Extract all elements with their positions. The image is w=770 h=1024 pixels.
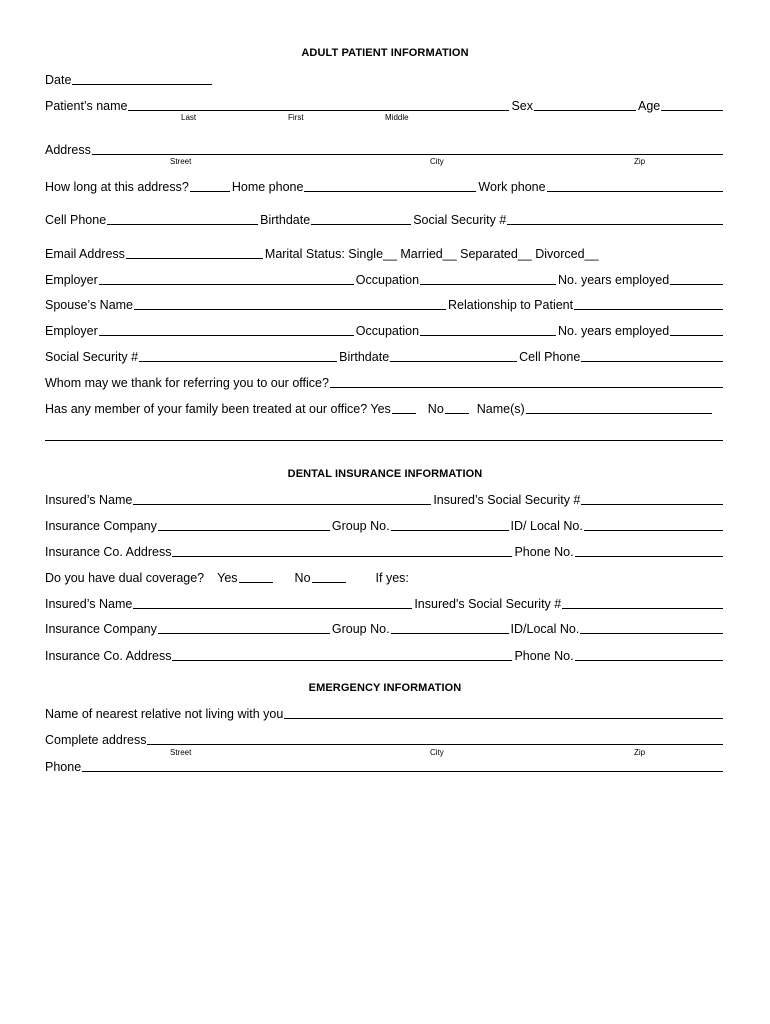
secondary-group-no-label: Group No. [331, 622, 390, 636]
emergency-zip-caption: Zip [634, 748, 646, 757]
occupation-field[interactable] [420, 273, 556, 285]
spouse-ss-field[interactable] [139, 350, 337, 362]
spouse-occupation-label: Occupation [355, 324, 420, 338]
social-security-label: Social Security # [413, 213, 507, 227]
names-field[interactable] [526, 402, 712, 414]
employer-field[interactable] [99, 273, 354, 285]
home-phone-field[interactable] [304, 180, 476, 192]
emergency-phone-row [45, 758, 725, 774]
referral-field[interactable] [330, 376, 723, 388]
date-label: Date [45, 73, 72, 87]
address-label: Address [45, 143, 91, 157]
spouse-employer-field[interactable] [99, 324, 354, 336]
sex-label: Sex [511, 99, 534, 113]
insured-ss-field[interactable] [581, 493, 723, 505]
form-title: ADULT PATIENT INFORMATION [301, 47, 469, 59]
sex-field[interactable] [534, 99, 636, 111]
work-phone-label: Work phone [478, 180, 546, 194]
insurance-company-row [45, 517, 725, 533]
secondary-insurance-company-field[interactable] [158, 622, 330, 634]
patient-name-label: Patient’s name [45, 99, 128, 113]
referral-row [45, 374, 725, 390]
dual-coverage-label: Do you have dual coverage? [45, 571, 205, 585]
insurance-address-row [45, 543, 725, 559]
spouse-ss-row [45, 348, 725, 364]
insured-name-label: Insured’s Name [45, 493, 133, 507]
secondary-insurance-address-label: Insurance Co. Address [45, 649, 172, 663]
family-yes-field[interactable] [392, 402, 416, 414]
emergency-phone-field[interactable] [82, 760, 723, 772]
insurance-company-label: Insurance Company [45, 519, 157, 533]
family-treated-label: Has any member of your family been treated at our office? Yes [45, 402, 391, 416]
secondary-insured-name-row [45, 595, 725, 611]
last-caption: Last [181, 113, 197, 122]
emergency-phone-label: Phone [45, 760, 82, 774]
secondary-phone-no-label: Phone No. [514, 649, 574, 663]
secondary-id-local-field[interactable] [580, 622, 723, 634]
secondary-insurance-company-row [45, 620, 725, 636]
group-no-label: Group No. [331, 519, 390, 533]
id-local-label: ID/ Local No. [510, 519, 583, 533]
family-no-label: No [427, 402, 444, 416]
family-treated-row [45, 400, 725, 416]
nearest-relative-field[interactable] [284, 707, 723, 719]
names-label: Name(s) [476, 402, 525, 416]
emergency-city-caption: City [430, 748, 444, 757]
birthdate-label: Birthdate [260, 213, 311, 227]
complete-address-row [45, 731, 725, 747]
secondary-id-local-label: ID/Local No. [510, 622, 580, 636]
secondary-insured-ss-field[interactable] [562, 597, 723, 609]
age-field[interactable] [661, 99, 723, 111]
how-long-label: How long at this address? [45, 180, 189, 194]
residence-phone-row [45, 178, 725, 194]
names-continuation-field[interactable] [45, 429, 723, 441]
phone-no-field[interactable] [575, 545, 723, 557]
secondary-insurance-company-label: Insurance Company [45, 622, 157, 636]
insurance-company-field[interactable] [158, 519, 330, 531]
date-field[interactable] [72, 73, 212, 85]
secondary-insured-name-field[interactable] [133, 597, 412, 609]
secondary-insured-name-label: Insured’s Name [45, 597, 133, 611]
emergency-street-caption: Street [170, 748, 192, 757]
phone-no-label: Phone No. [514, 545, 574, 559]
dual-yes-field[interactable] [239, 571, 273, 583]
names-continuation-row [45, 427, 725, 443]
group-no-field[interactable] [391, 519, 509, 531]
secondary-insurance-address-field[interactable] [172, 649, 512, 661]
employer-row [45, 271, 725, 287]
address-row [45, 141, 725, 157]
id-local-field[interactable] [584, 519, 723, 531]
secondary-group-no-field[interactable] [391, 622, 509, 634]
email-marital-row [45, 245, 725, 261]
age-label: Age [638, 99, 661, 113]
email-label: Email Address [45, 247, 125, 261]
if-yes-label: If yes: [375, 571, 409, 585]
relationship-label: Relationship to Patient [448, 298, 574, 312]
occupation-label: Occupation [355, 273, 420, 287]
cell-phone-label: Cell Phone [45, 213, 107, 227]
spouse-cell-label: Cell Phone [519, 350, 581, 364]
spouse-occupation-field[interactable] [420, 324, 556, 336]
cell-phone-field[interactable] [107, 213, 258, 225]
emergency-title: EMERGENCY INFORMATION [308, 682, 462, 694]
insurance-address-label: Insurance Co. Address [45, 545, 172, 559]
spouse-name-row [45, 296, 725, 312]
dual-no-label: No [294, 571, 311, 585]
spouse-name-field[interactable] [134, 298, 446, 310]
insured-name-row [45, 491, 725, 507]
complete-address-field[interactable] [147, 733, 723, 745]
patient-name-field[interactable] [128, 99, 509, 111]
nearest-relative-label: Name of nearest relative not living with you [45, 707, 284, 721]
birthdate-field[interactable] [311, 213, 411, 225]
spouse-name-label: Spouse’s Name [45, 298, 134, 312]
city-caption: City [430, 157, 444, 166]
spouse-years-employed-label: No. years employed [558, 324, 670, 338]
spouse-cell-field[interactable] [581, 350, 723, 362]
address-field[interactable] [92, 143, 723, 155]
spouse-birthdate-field[interactable] [390, 350, 517, 362]
cell-birth-ss-row [45, 211, 725, 227]
years-employed-label: No. years employed [558, 273, 670, 287]
marital-status-label: Marital Status: Single__ Married__ Separated__ Divorced__ [264, 247, 599, 261]
work-phone-field[interactable] [547, 180, 723, 192]
email-field[interactable] [126, 247, 263, 259]
middle-caption: Middle [385, 113, 409, 122]
insurance-address-field[interactable] [172, 545, 512, 557]
years-employed-field[interactable] [670, 273, 723, 285]
insured-name-field[interactable] [133, 493, 431, 505]
dual-yes-label: Yes [217, 571, 238, 585]
dual-no-field[interactable] [312, 571, 346, 583]
spouse-birthdate-label: Birthdate [339, 350, 390, 364]
patient-name-row [45, 97, 725, 113]
referral-label: Whom may we thank for referring you to our office? [45, 376, 329, 390]
spouse-employer-row [45, 322, 725, 338]
secondary-insurance-address-row [45, 647, 725, 663]
how-long-field[interactable] [190, 180, 230, 192]
home-phone-label: Home phone [231, 180, 304, 194]
first-caption: First [288, 113, 304, 122]
spouse-years-employed-field[interactable] [670, 324, 723, 336]
relationship-field[interactable] [574, 298, 723, 310]
spouse-employer-label: Employer [45, 324, 98, 338]
date-row [45, 71, 725, 87]
insurance-title: DENTAL INSURANCE INFORMATION [287, 468, 483, 480]
complete-address-label: Complete address [45, 733, 147, 747]
dual-coverage-row [45, 569, 725, 585]
employer-label: Employer [45, 273, 98, 287]
secondary-phone-no-field[interactable] [575, 649, 723, 661]
nearest-relative-row [45, 705, 725, 721]
street-caption: Street [170, 157, 192, 166]
secondary-insured-ss-label: Insured's Social Security # [414, 597, 562, 611]
family-no-field[interactable] [445, 402, 469, 414]
social-security-field[interactable] [507, 213, 723, 225]
spouse-ss-label: Social Security # [45, 350, 139, 364]
insured-ss-label: Insured’s Social Security # [433, 493, 581, 507]
zip-caption: Zip [634, 157, 646, 166]
